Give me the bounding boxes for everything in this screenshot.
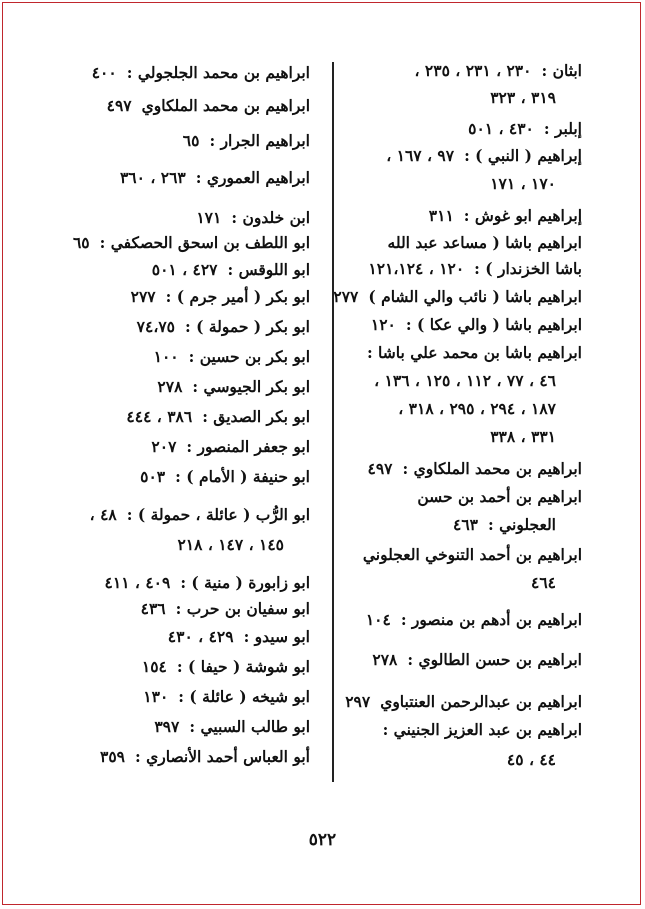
entry-pages: ٤٦٤	[531, 573, 556, 592]
entry-pages: ٣٥٩	[100, 747, 125, 766]
left-entry	[70, 462, 310, 492]
entry-pages: ١٨٧ ، ٢٩٤ ، ٢٩٥ ، ٣١٨ ،	[398, 399, 556, 418]
entry-name: ابراهيم الجرار :	[209, 131, 310, 150]
entry-pages: ٣١١	[428, 206, 454, 225]
entry-pages: ١٠٠	[153, 347, 179, 366]
entry-name: ابراهيم بن أحمد بن حسن	[417, 487, 582, 506]
left-entry	[70, 91, 310, 121]
entry-pages: ٣٩٧	[154, 717, 180, 736]
entry-name: ابراهيم بن محمد الملكاوي :	[402, 459, 582, 478]
entry-name: ابراهيم باشا ( والي عكا ) :	[405, 315, 582, 334]
entry-pages: ٤٠٠	[91, 63, 117, 82]
entry-name: ابراهيم بن أحمد التنوخي العجلوني	[362, 545, 582, 564]
entry-pages: ٢٣٠ ، ٢٣١ ، ٢٣٥ ،	[414, 61, 532, 80]
entry-pages: ٢٧٨	[157, 377, 183, 396]
entry-name: ابو زابورة ( منية ) :	[180, 573, 310, 592]
right-entry	[342, 715, 582, 745]
entry-pages: ٩٧ ، ١٦٧ ،	[386, 146, 455, 165]
entry-name: ابراهيم بن عبد العزيز الجنيني :	[382, 720, 582, 739]
entry-pages: ١٤٥ ، ١٤٧ ، ٢١٨	[177, 535, 284, 554]
entry-pages: ٦٥	[182, 131, 200, 150]
right-entry	[342, 745, 582, 775]
entry-pages: ٤٩٧	[367, 459, 393, 478]
entry-pages: ٤٢٩ ، ٤٣٠	[167, 627, 234, 646]
entry-name: ابراهيم بن حسن الطالوي :	[407, 650, 582, 669]
entry-name: ابو طالب السبيي :	[189, 717, 310, 736]
right-entry	[342, 568, 582, 598]
right-entry	[342, 605, 582, 635]
right-entry	[342, 645, 582, 675]
entry-name: إبراهيم ( النبي ) :	[464, 146, 582, 165]
right-entry	[342, 454, 582, 484]
entry-name: العجلوني :	[487, 515, 556, 534]
index-page	[70, 56, 582, 786]
entry-pages: ٤٣٠ ، ٥٠١	[468, 119, 534, 138]
entry-name: ابو بكر ( أمير جرم ) :	[165, 287, 310, 306]
left-entry	[70, 282, 310, 312]
left-entry	[70, 742, 310, 772]
entry-pages: ٤٢٧ ، ٥٠١	[151, 260, 218, 279]
entry-name: ابو حنيفة ( الأمام ) :	[175, 467, 310, 486]
left-entry	[70, 58, 310, 88]
entry-pages: ٤٩٧	[106, 96, 132, 115]
left-entry	[70, 432, 310, 462]
entry-name: ابو بكر الجيوسي :	[192, 377, 310, 396]
entry-pages: ١٧١	[196, 208, 222, 227]
left-entry	[70, 163, 310, 193]
page-number: ٥٢٢	[308, 830, 337, 850]
right-entry	[342, 338, 582, 368]
left-entry	[70, 228, 310, 258]
right-entry	[342, 482, 582, 512]
entry-name: ابراهيم باشا ( نائب والي الشام )	[368, 287, 582, 306]
entry-name: ابثان :	[541, 61, 582, 80]
right-entry	[342, 540, 582, 570]
entry-name: ابو بكر ( حمولة ) :	[184, 317, 310, 336]
entry-pages: ٦٥	[72, 233, 90, 252]
entry-name: ابراهيم باشا ( مساعد عبد الله	[387, 233, 582, 252]
entry-name: ابو سيدو :	[243, 627, 310, 646]
right-entry	[342, 254, 582, 284]
right-entry	[342, 201, 582, 231]
left-entry	[70, 652, 310, 682]
entry-pages: ٤٤ ، ٤٥	[506, 750, 556, 769]
entry-pages: ١٠٤	[365, 610, 391, 629]
entry-pages: ٤٣٦	[140, 599, 166, 618]
entry-pages: ٤٦ ، ٧٧ ، ١١٢ ، ١٢٥ ، ١٣٦ ،	[374, 371, 556, 390]
entry-name: ابن خلدون :	[231, 208, 310, 227]
entry-name: ابراهيم بن محمد الجلجولي :	[126, 63, 310, 82]
entry-name: ابراهيم بن محمد الملكاوي	[141, 96, 310, 115]
right-entry	[342, 83, 582, 113]
right-entry	[342, 56, 582, 86]
entry-pages: ٥٠٣	[140, 467, 166, 486]
right-entry	[342, 366, 582, 396]
left-entry	[70, 312, 310, 342]
entry-pages: ١٢٠ ، ١٢١،١٢٤	[368, 259, 465, 278]
entry-pages: ٢٠٧	[151, 437, 177, 456]
entry-name: ابراهيم العموري :	[195, 168, 310, 187]
entry-name: باشا الخزندار ) :	[474, 259, 582, 278]
entry-name: ابو اللطف بن اسحق الحصكفي :	[99, 233, 310, 252]
right-entry	[342, 422, 582, 452]
right-entry	[342, 394, 582, 424]
left-entry	[70, 255, 310, 285]
entry-pages: ٢٧٨	[372, 650, 398, 669]
right-entry	[342, 310, 582, 340]
entry-pages: ٤٨ ،	[89, 505, 117, 524]
entry-pages: ٣٣١ ، ٣٣٨	[490, 427, 556, 446]
entry-pages: ١٥٤	[141, 657, 167, 676]
entry-name: إبلبر :	[543, 119, 582, 138]
left-entry	[70, 500, 310, 530]
left-entry	[70, 530, 310, 560]
entry-pages: ١٣٠	[143, 687, 169, 706]
entry-pages: ٢٦٣ ، ٣٦٠	[119, 168, 186, 187]
entry-pages: ٣٨٦ ، ٤٤٤	[126, 407, 193, 426]
left-entry	[70, 682, 310, 712]
entry-name: أبو العباس أحمد الأنصاري :	[135, 747, 310, 766]
right-entry	[342, 169, 582, 199]
entry-name: ابراهيم بن أدهم بن منصور :	[400, 610, 582, 629]
right-entry	[342, 141, 582, 171]
entry-name: ابراهيم باشا بن محمد علي باشا :	[366, 343, 582, 362]
right-entry	[342, 510, 582, 540]
left-entry	[70, 402, 310, 432]
column-divider	[332, 62, 334, 782]
right-entry	[342, 687, 582, 717]
right-entry	[342, 114, 582, 144]
left-entry	[70, 622, 310, 652]
entry-pages: ٧٤،٧٥	[136, 317, 175, 336]
entry-name: ابو بكر الصديق :	[202, 407, 310, 426]
left-entry	[70, 342, 310, 372]
entry-name: ابو شوشة ( حيفا ) :	[176, 657, 310, 676]
entry-pages: ١٢٠	[370, 315, 396, 334]
entry-name: ابو جعفر المنصور :	[186, 437, 310, 456]
entry-name: ابو سفيان بن حرب :	[175, 599, 310, 618]
entry-name: ابو بكر بن حسين :	[188, 347, 310, 366]
left-entry	[70, 712, 310, 742]
entry-name: ابو اللوقس :	[227, 260, 310, 279]
entry-pages: ٢٧٧	[333, 287, 359, 306]
left-entry	[70, 372, 310, 402]
entry-name: ابراهيم بن عبدالرحمن العنتباوي	[380, 692, 582, 711]
entry-pages: ٤٠٩ ، ٤١١	[104, 573, 171, 592]
entry-pages: ٢٩٧	[345, 692, 371, 711]
entry-pages: ٢٧٧	[130, 287, 156, 306]
entry-name: ابو الرُّب ( عائلة ، حمولة ) :	[126, 505, 310, 524]
entry-name: ابو شيخه ( عائلة ) :	[178, 687, 310, 706]
entry-pages: ٤٦٣	[453, 515, 478, 534]
left-entry	[70, 594, 310, 624]
entry-pages: ١٧٠ ، ١٧١	[490, 174, 556, 193]
right-entry	[333, 282, 582, 312]
entry-name: إبراهيم ابو غوش :	[463, 206, 582, 225]
entry-pages: ٣١٩ ، ٣٢٣	[490, 88, 556, 107]
left-entry	[70, 126, 310, 156]
